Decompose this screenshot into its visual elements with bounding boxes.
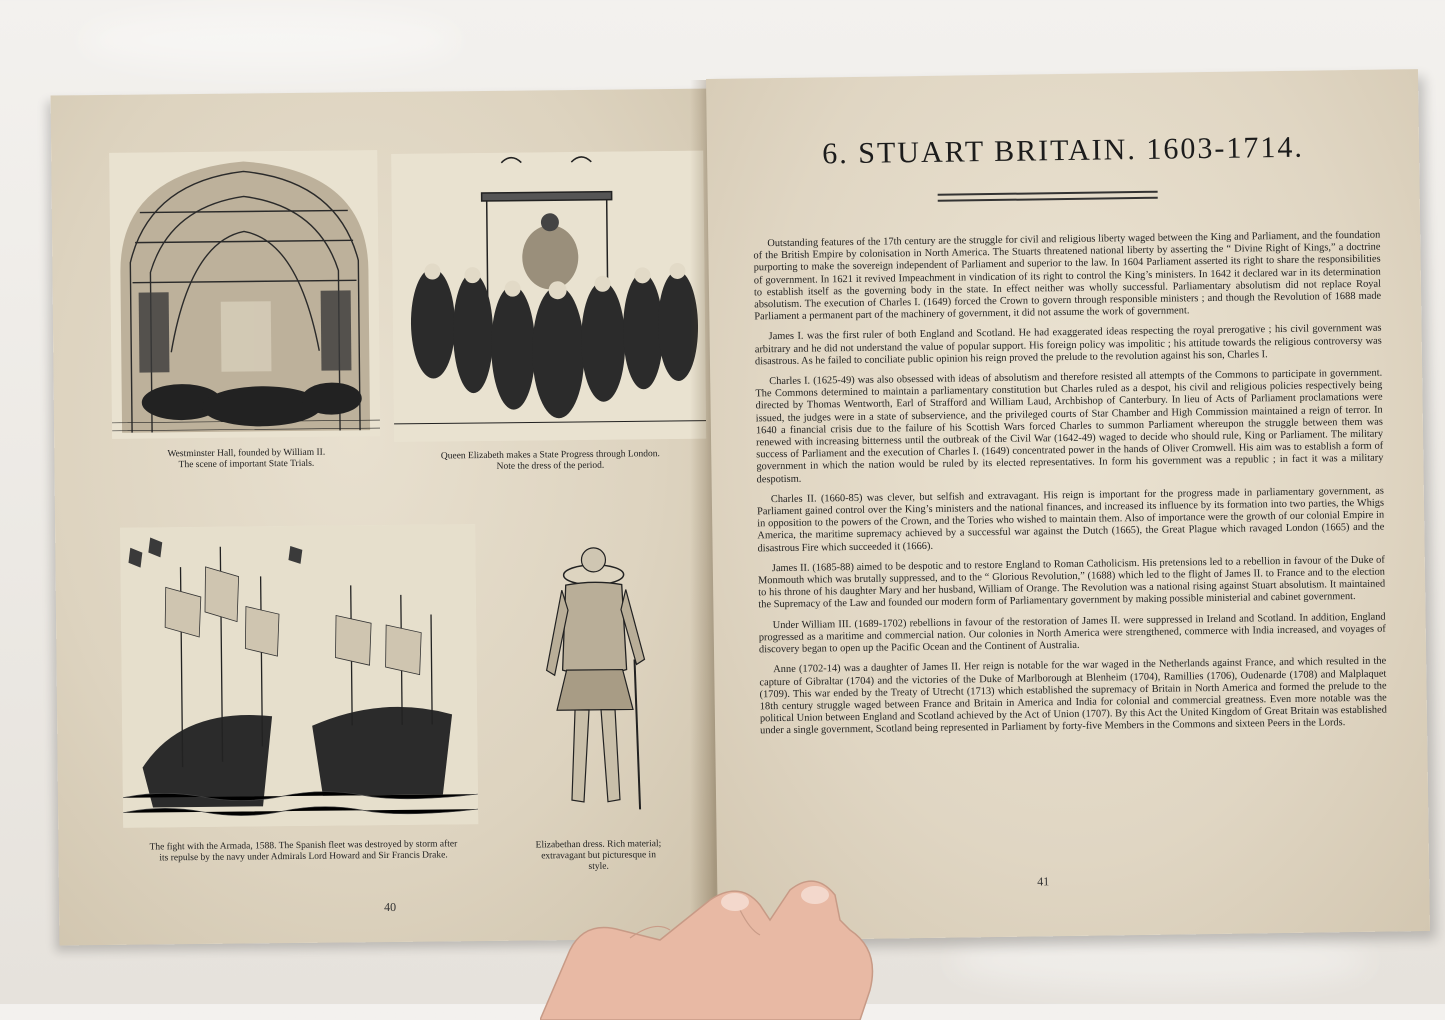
paragraph: James I. was the first ruler of both England and Scotland. He had exaggerated ideas respecting the royal prerogative ; his civil government was arbitrary and he did not understand the value of popular support. His foreign policy was impolitic ; his attitude towards the religious controversy was disastrous. As he failed to conciliate public opinion his reign proved the prelude to the revolution against his son, Charles I.	[754, 323, 1382, 368]
hand-holding-page	[540, 860, 880, 1020]
cloth-highlight	[950, 930, 1370, 990]
right-page	[706, 69, 1430, 941]
page-number-right: 41	[1037, 874, 1050, 889]
elizabethan-dress-engraving	[525, 529, 663, 820]
queen-elizabeth-procession-engraving	[391, 151, 706, 442]
page-number-left: 40	[384, 899, 397, 915]
paragraph: Anne (1702-14) was a daughter of James II. Her reign is notable for the war waged in the Netherlands against France, and which resulted in the capture of Gibraltar (1704) and the victories of the Duke of Marlborough at Blenheim (1704), Ramillies (1706), Oudenarde (1708) and Malplaquet (1709). This war ended by the Treaty of Utrecht (1713) which established the supremacy of Britain in North America and formed the prelude to the 18th century struggle waged between France and Britain in America and India for colonial and commercial greatness. Even more notable was the political Union between England and Scotland achieved by the Act of Union (1707). By this Act the United Kingdom of Great Britain was established under a single government, Scotland being represented in Parliament by forty-five Members in the Commons and sixteen Peers in the Lords.	[759, 655, 1387, 737]
queen-elizabeth-caption: Queen Elizabeth makes a State Progress through London. Note the dress of the period.	[440, 449, 660, 472]
left-page	[51, 89, 725, 946]
armada-fight-engraving	[120, 524, 478, 828]
paragraph: Charles II. (1660-85) was clever, but selfish and extravagant. His reign is important for the progress made in parliamentary government, as Parliament gained control over the King’s ministers and the national finances, and increased its influence by its formation into two parties, the Whigs in opposition to the powers of the Crown, and the Tories who wished to maintain them. Also of importance were the growth of our colonial Empire in America, the maritime supremacy achieved by a successful war against the Dutch (1665), the Great Plague which ravaged London (1665) and the disastrous Fire which succeeded it (1666).	[756, 485, 1385, 555]
chapter-title: 6. STUART BRITAIN. 1603-1714.	[822, 130, 1305, 171]
paragraph: Outstanding features of the 17th century are the struggle for civil and religious liberty waged between the King and Parliament, and the foundation of the British Empire by colonisation in North America. The Stuarts threatened national liberty by asserting the “ Divine Right of Kings,” a doctrine purporting to make the sovereign independent of Parliament and superior to the law. In 1604 Parliament asserted its right to share the responsibilities of government. In 1621 it revived Impeachment in vindication of its right to control the King’s ministers. In 1642 it declared war in its determination to establish itself as the governing body in the state. In effect neither was wholly successful. Parliamentary absolutism did not replace Royal absolutism. The execution of Charles I. (1649) forced the Crown to govern through responsible ministers ; and though the Revolution of 1688 made Parliament a permanent part of the machinery of government, it did not assume the work of government.	[753, 229, 1382, 323]
title-rule	[938, 197, 1158, 202]
westminster-hall-engraving	[109, 150, 380, 439]
elizabethan-dress-caption: Elizabethan dress. Rich material; extravagant but picturesque in style.	[535, 839, 662, 872]
paragraph: Under William III. (1689-1702) rebellions in favour of the restoration of James II. were suppressed in Ireland and Scotland. In addition, England progressed as a maritime and commercial nation. Our colonies in North America were strengthened, commerce with India increased, and voyages of discovery began to open up the Pacific Ocean and the Continent of Australia.	[758, 611, 1386, 656]
armada-caption: The fight with the Armada, 1588. The Spanish fleet was destroyed by storm after its repulse by the navy under Admirals Lord Howard and Sir Francis Drake.	[149, 839, 458, 864]
westminster-hall-caption: Westminster Hall, founded by William II. The scene of important State Trials.	[167, 447, 326, 471]
title-rule	[938, 191, 1158, 196]
paragraph: James II. (1685-88) aimed to be despotic and to restore England to Roman Catholicism. His pretensions led to a rebellion in favour of the Duke of Monmouth which was brutally suppressed, and to the “ Glorious Revolution,” (1688) which led to the flight of James II. to France and to the election to his throne of his daughter Mary and her husband, William of Orange. The Revolution was a national rising against Stuart absolutism. It maintained the Supremacy of the Law and founded our modern form of Parliamentary government by making possible ministerial and cabinet government.	[757, 554, 1386, 611]
chapter-body	[753, 230, 1387, 746]
cloth-highlight	[80, 10, 460, 70]
paragraph: Charles I. (1625-49) was also obsessed with ideas of absolutism and therefore resisted all attempts of the Commons to participate in government. The Commons determined to maintain a parliamentary constitution but Charles ruled as a despot, his civil and religious policies respectively being directed by Thomas Wentworth, Earl of Strafford and William Laud, Archbishop of Canterbury. In lieu of Acts of Parliament proclamations were issued, the judges were in a state of subservience, and the privileged courts of Star Chamber and High Commission maintained a reign of terror. In 1640 a financial crisis due to the failure of his Scottish Wars forced Charles to summon Parliament whereupon the struggle between them was renewed with increasing bitterness until the outbreak of the Civil War (1642-49) waged to decide who should rule, King or Parliament. The military success of Parliament and the execution of Charles I. (1649) concentrated power in the hands of Oliver Cromwell. His aim was to establish a form of government in which the nation would be ruled by its elected representatives. In form his government was a republic ; in fact it was a military despotism.	[755, 367, 1384, 486]
